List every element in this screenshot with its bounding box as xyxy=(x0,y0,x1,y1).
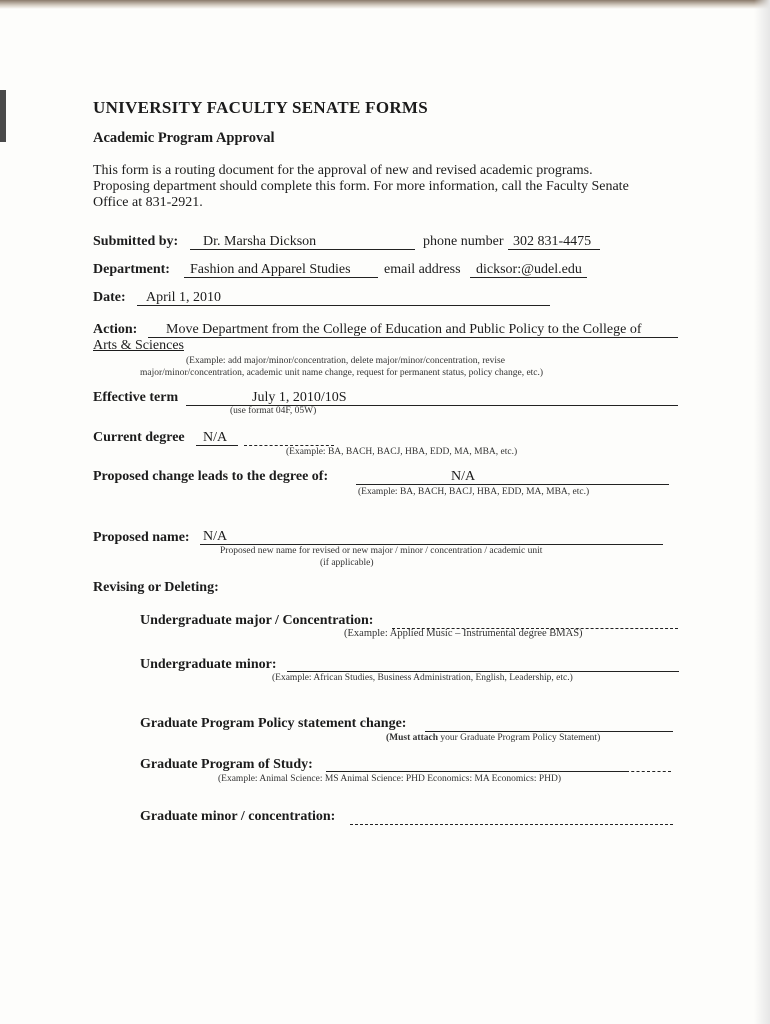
action-value-line2[interactable]: Arts & Sciences xyxy=(93,338,184,353)
current-degree-value[interactable]: N/A xyxy=(203,430,228,445)
proposed-degree-value[interactable]: N/A xyxy=(451,469,476,484)
ug-minor-line[interactable] xyxy=(287,671,679,672)
intro-line: Office at 831-2921. xyxy=(93,195,203,210)
grad-policy-example-bold: (Must attach xyxy=(386,733,438,743)
proposed-name-value[interactable]: N/A xyxy=(203,529,228,544)
phone-value[interactable]: 302 831-4475 xyxy=(513,234,592,249)
date-value[interactable]: April 1, 2010 xyxy=(146,290,222,305)
department-value[interactable]: Fashion and Apparel Studies xyxy=(190,262,351,277)
proposed-degree-line xyxy=(356,484,669,485)
current-degree-example: (Example: BA, BACH, BACJ, HBA, EDD, MA, MBA, etc.) xyxy=(286,447,518,457)
effective-term-value[interactable]: July 1, 2010/10S xyxy=(252,390,347,405)
department-label: Department: xyxy=(93,262,170,277)
ug-minor-example: (Example: African Studies, Business Administration, English, Leadership, etc.) xyxy=(272,673,573,683)
action-label: Action: xyxy=(93,322,138,337)
current-degree-line-ext xyxy=(244,445,334,446)
form-title: UNIVERSITY FACULTY SENATE FORMS xyxy=(93,98,429,117)
grad-minor-label: Graduate minor / concentration: xyxy=(140,809,336,824)
submitted-by-value[interactable]: Dr. Marsha Dickson xyxy=(203,234,317,249)
phone-label: phone number xyxy=(423,234,504,249)
grad-policy-label xyxy=(140,716,406,732)
email-value[interactable]: dicksor:@udel.edu xyxy=(476,262,582,277)
grad-policy-line[interactable] xyxy=(425,731,673,732)
submitted-by-label: Submitted by: xyxy=(93,234,179,249)
grad-minor-line[interactable] xyxy=(350,824,673,825)
form-subtitle: Academic Program Approval xyxy=(93,130,275,146)
grad-study-line-ext xyxy=(626,771,671,772)
scan-edge-top xyxy=(0,0,770,9)
grad-policy-example xyxy=(386,733,600,743)
grad-policy-label-text: Graduate Program Policy statement change: xyxy=(140,716,407,731)
proposed-name-example-line2: (if applicable) xyxy=(320,558,374,568)
intro-text xyxy=(93,163,629,211)
revising-heading: Revising or Deleting: xyxy=(93,580,219,595)
proposed-name-example-line1: Proposed new name for revised or new major / minor / concentration / academic unit xyxy=(220,546,543,556)
proposed-degree-label: Proposed change leads to the degree of: xyxy=(93,469,329,484)
grad-study-line[interactable] xyxy=(326,771,626,772)
proposed-degree-example: (Example: BA, BACH, BACJ, HBA, EDD, MA, MBA, etc.) xyxy=(358,487,590,497)
grad-study-label: Graduate Program of Study: xyxy=(140,757,313,772)
ug-major-label: Undergraduate major / Concentration: xyxy=(140,613,374,628)
action-example-line1: (Example: add major/minor/concentration, delete major/minor/concentration, revise xyxy=(186,356,505,366)
ug-major-example: (Example: Applied Music – Instrumental degree BMAS) xyxy=(344,628,583,639)
proposed-name-label: Proposed name: xyxy=(93,530,190,545)
intro-line: This form is a routing document for the approval of new and revised academic programs. xyxy=(93,163,593,178)
scan-edge-right xyxy=(754,0,770,1024)
proposed-name-line xyxy=(200,544,663,545)
scan-edge-left xyxy=(0,90,6,142)
action-example-line2: major/minor/concentration, academic unit name change, request for permanent status, policy change, etc.) xyxy=(140,368,544,378)
ug-minor-label: Undergraduate minor: xyxy=(140,657,277,672)
action-value-line1[interactable]: Move Department from the College of Education and Public Policy to the College of xyxy=(166,322,642,337)
effective-term-label: Effective term xyxy=(93,390,179,405)
grad-study-example: (Example: Animal Science: MS Animal Science: PHD Economics: MA Economics: PHD) xyxy=(218,774,562,784)
date-label: Date: xyxy=(93,290,126,305)
current-degree-label: Current degree xyxy=(93,430,185,445)
grad-policy-example-rest: your Graduate Program Policy Statement) xyxy=(437,733,601,743)
email-label: email address xyxy=(384,262,461,277)
effective-term-example: (use format 04F, 05W) xyxy=(230,406,317,416)
intro-line: Proposing department should complete this form. For more information, call the Faculty Senate xyxy=(93,179,629,194)
